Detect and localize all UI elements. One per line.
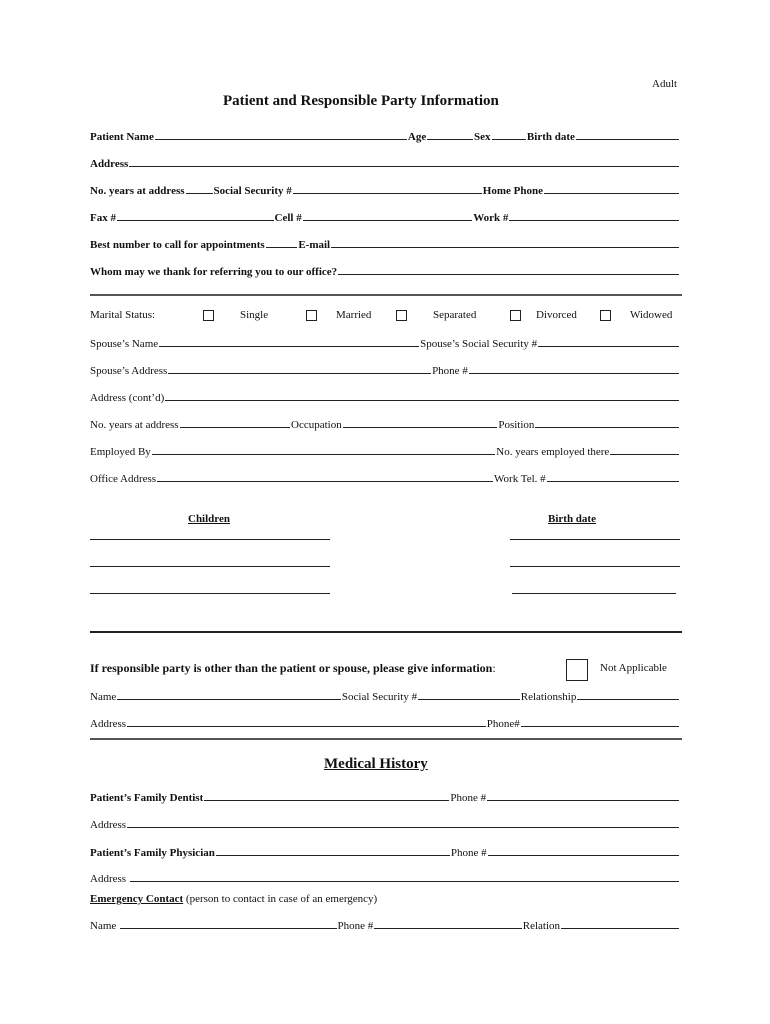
spouse-address-field[interactable]	[168, 373, 431, 374]
social-security-field[interactable]	[293, 193, 482, 194]
cell-field[interactable]	[303, 220, 473, 221]
section-divider-3	[90, 738, 682, 740]
patient-row-3	[90, 183, 680, 197]
rp-ssn-field[interactable]	[418, 699, 520, 700]
work-label: Work #	[473, 212, 509, 224]
rp-phone-label: Phone#	[486, 718, 520, 730]
section-divider-1	[90, 294, 682, 296]
age-label: Age	[407, 131, 427, 143]
occupation-field[interactable]	[343, 427, 498, 428]
spouse-row-6	[90, 471, 680, 485]
patient-row-2	[90, 156, 680, 170]
dentist-address-field[interactable]	[127, 827, 679, 828]
form-title: Patient and Responsible Party Information	[223, 93, 499, 109]
spouse-address-label: Spouse’s Address	[90, 365, 168, 377]
children-header: Children	[188, 513, 230, 525]
medical-history-title: Medical History	[324, 756, 428, 772]
spouse-row-5	[90, 444, 680, 458]
divorced-checkbox[interactable]	[510, 310, 521, 321]
spouse-ssn-label: Spouse’s Social Security #	[420, 338, 538, 350]
rp-relationship-label: Relationship	[520, 691, 577, 703]
medical-row-1	[90, 790, 680, 804]
occupation-label: Occupation	[291, 419, 342, 431]
fax-field[interactable]	[117, 220, 274, 221]
best-number-field[interactable]	[266, 247, 298, 248]
best-number-label: Best number to call for appointments	[90, 239, 265, 251]
emergency-contact-heading	[90, 893, 377, 905]
years-at-address-field[interactable]	[186, 193, 213, 194]
physician-address-field[interactable]	[130, 881, 679, 882]
single-label: Single	[240, 309, 269, 321]
patient-name-field[interactable]	[155, 139, 407, 140]
dentist-label: Patient’s Family Dentist	[90, 792, 204, 804]
email-field[interactable]	[331, 247, 679, 248]
ec-relation-label: Relation	[522, 920, 561, 932]
responsible-prompt-colon: :	[492, 661, 496, 675]
spouse-row-1	[90, 336, 680, 350]
patient-row-5	[90, 237, 680, 251]
address-label: Address	[90, 158, 129, 170]
address-field[interactable]	[129, 166, 679, 167]
sex-field[interactable]	[492, 139, 526, 140]
single-checkbox[interactable]	[203, 310, 214, 321]
work-tel-label: Work Tel. #	[494, 473, 546, 485]
address-contd-field[interactable]	[165, 400, 679, 401]
birth-date-field[interactable]	[576, 139, 679, 140]
responsible-row-2	[90, 716, 680, 730]
fax-label: Fax #	[90, 212, 116, 224]
age-field[interactable]	[427, 139, 473, 140]
child-birth-field-2[interactable]	[510, 566, 680, 567]
responsible-prompt	[90, 661, 496, 676]
dentist-phone-field[interactable]	[487, 800, 679, 801]
years-employed-label: No. years employed there	[496, 446, 610, 458]
employed-by-field[interactable]	[152, 454, 495, 455]
ec-name-field[interactable]	[120, 928, 336, 929]
rp-ssn-label: Social Security #	[341, 691, 418, 703]
address-contd-label: Address (cont’d)	[90, 392, 165, 404]
child-birth-field-1[interactable]	[510, 539, 680, 540]
position-field[interactable]	[535, 427, 679, 428]
adult-label: Adult	[652, 78, 678, 90]
employed-by-label: Employed By	[90, 446, 151, 458]
rp-address-label: Address	[90, 718, 127, 730]
emergency-row	[90, 918, 680, 932]
spouse-years-label: No. years at address	[90, 419, 179, 431]
responsible-row-1	[90, 689, 680, 703]
spouse-phone-label: Phone #	[432, 365, 468, 377]
not-applicable-label: Not Applicable	[600, 662, 667, 674]
patient-name-label: Patient Name	[90, 131, 154, 143]
home-phone-label: Home Phone	[482, 185, 543, 197]
separated-label: Separated	[433, 309, 477, 321]
married-checkbox[interactable]	[306, 310, 317, 321]
spouse-ssn-field[interactable]	[538, 346, 679, 347]
ec-phone-field[interactable]	[374, 928, 521, 929]
rp-address-field[interactable]	[127, 726, 486, 727]
office-address-field[interactable]	[157, 481, 493, 482]
responsible-prompt-text: If responsible party is other than the patient or spouse, please give information	[90, 661, 493, 675]
married-label: Married	[336, 309, 372, 321]
rp-phone-field[interactable]	[521, 726, 679, 727]
emergency-contact-note: (person to contact in case of an emergency)	[185, 893, 378, 905]
physician-address-label: Address	[90, 873, 127, 885]
spouse-row-4	[90, 417, 680, 431]
rp-name-label: Name	[90, 691, 117, 703]
years-employed-field[interactable]	[610, 454, 679, 455]
work-tel-field[interactable]	[547, 481, 679, 482]
child-name-field-2[interactable]	[90, 566, 330, 567]
medical-row-4	[90, 871, 680, 885]
spouse-name-label: Spouse’s Name	[90, 338, 159, 350]
spouse-name-field[interactable]	[159, 346, 419, 347]
dentist-phone-label: Phone #	[450, 792, 487, 804]
dentist-field[interactable]	[204, 800, 449, 801]
referral-label: Whom may we thank for referring you to our office?	[90, 266, 338, 278]
section-divider-2	[90, 631, 682, 633]
widowed-checkbox[interactable]	[600, 310, 611, 321]
physician-phone-label: Phone #	[450, 847, 487, 859]
work-field[interactable]	[509, 220, 679, 221]
sex-label: Sex	[474, 131, 491, 143]
patient-row-1	[90, 129, 680, 143]
separated-checkbox[interactable]	[396, 310, 407, 321]
not-applicable-checkbox[interactable]	[566, 659, 588, 681]
emergency-contact-label: Emergency Contact	[90, 893, 184, 905]
spouse-row-2	[90, 363, 680, 377]
ec-phone-label: Phone #	[337, 920, 374, 932]
ec-relation-field[interactable]	[561, 928, 679, 929]
spouse-years-field[interactable]	[180, 427, 290, 428]
divorced-label: Divorced	[536, 309, 577, 321]
referral-field[interactable]	[338, 274, 679, 275]
rp-relationship-field[interactable]	[577, 699, 679, 700]
child-name-field-1[interactable]	[90, 539, 330, 540]
spouse-row-3	[90, 390, 680, 404]
office-address-label: Office Address	[90, 473, 157, 485]
home-phone-field[interactable]	[544, 193, 679, 194]
marital-status-label: Marital Status:	[90, 309, 156, 321]
rp-name-field[interactable]	[117, 699, 341, 700]
physician-label: Patient’s Family Physician	[90, 847, 215, 859]
position-label: Position	[498, 419, 535, 431]
email-label: E-mail	[298, 239, 331, 251]
patient-row-4	[90, 210, 680, 224]
spouse-phone-field[interactable]	[469, 373, 679, 374]
cell-label: Cell #	[274, 212, 302, 224]
dentist-address-label: Address	[90, 819, 127, 831]
child-name-field-3[interactable]	[90, 593, 330, 594]
social-security-label: Social Security #	[213, 185, 292, 197]
medical-row-3	[90, 845, 680, 859]
patient-row-6	[90, 264, 680, 278]
physician-field[interactable]	[216, 855, 450, 856]
physician-phone-field[interactable]	[488, 855, 679, 856]
child-birth-field-3[interactable]	[512, 593, 676, 594]
widowed-label: Widowed	[630, 309, 673, 321]
marital-status-row	[90, 309, 682, 323]
years-at-address-label: No. years at address	[90, 185, 185, 197]
ec-name-label: Name	[90, 920, 117, 932]
birth-date-label: Birth date	[526, 131, 575, 143]
medical-row-2	[90, 817, 680, 831]
birth-date-header: Birth date	[548, 513, 596, 525]
